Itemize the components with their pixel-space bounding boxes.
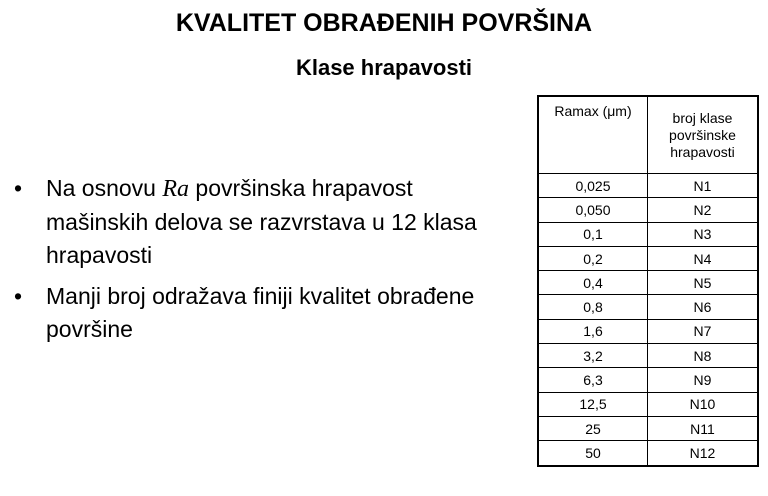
class-cell: N8 (648, 344, 759, 368)
page-title: KVALITET OBRAĐENIH POVRŠINA (175, 9, 593, 37)
table-row (538, 344, 758, 368)
class-cell: N1 (648, 174, 759, 198)
bullet-marker: • (14, 283, 23, 309)
bullet-marker: • (14, 175, 23, 201)
bullet-list (12, 172, 482, 354)
ramax-cell: 0,4 (538, 271, 648, 295)
ramax-cell: 12,5 (538, 392, 648, 416)
bullet-item (12, 280, 482, 346)
bullet-item (12, 172, 482, 272)
table-row (538, 319, 758, 343)
class-cell: N7 (648, 319, 759, 343)
table-row (538, 271, 758, 295)
ramax-cell: 0,050 (538, 198, 648, 222)
ramax-cell: 50 (538, 441, 648, 466)
ramax-cell: 0,025 (538, 174, 648, 198)
table-row (538, 295, 758, 319)
class-cell: N10 (648, 392, 759, 416)
class-cell: N11 (648, 416, 759, 440)
bullet-text-start: Na osnovu (46, 175, 163, 201)
table-row (538, 246, 758, 270)
table-body (538, 174, 758, 466)
roughness-classes-table (537, 95, 759, 467)
table-row (538, 392, 758, 416)
ramax-cell: 0,8 (538, 295, 648, 319)
ramax-cell: 1,6 (538, 319, 648, 343)
table-row (538, 198, 758, 222)
ramax-cell: 0,2 (538, 246, 648, 270)
class-cell: N4 (648, 246, 759, 270)
table-row (538, 441, 758, 466)
bullet-text-end: površinska hrapavost mašinskih delova se razvrstava u 12 klasa hrapavosti (46, 175, 477, 268)
class-cell: N5 (648, 271, 759, 295)
ramax-cell: 3,2 (538, 344, 648, 368)
ra-symbol: Ra (162, 176, 190, 202)
ramax-cell: 6,3 (538, 368, 648, 392)
table-row (538, 174, 758, 198)
table-row (538, 368, 758, 392)
header-ramax: Ramax (μm) (538, 96, 648, 174)
class-cell: N2 (648, 198, 759, 222)
ramax-cell: 25 (538, 416, 648, 440)
class-cell: N9 (648, 368, 759, 392)
class-cell: N6 (648, 295, 759, 319)
table-row (538, 416, 758, 440)
ramax-cell: 0,1 (538, 222, 648, 246)
table-row (538, 222, 758, 246)
header-class-number: broj klase površinske hrapavosti (648, 96, 759, 174)
table-header-row (538, 96, 758, 174)
page-subtitle: Klase hrapavosti (295, 55, 473, 80)
class-cell: N3 (648, 222, 759, 246)
bullet-text: Manji broj odražava finiji kvalitet obrađene površine (46, 283, 475, 342)
class-cell: N12 (648, 441, 759, 466)
